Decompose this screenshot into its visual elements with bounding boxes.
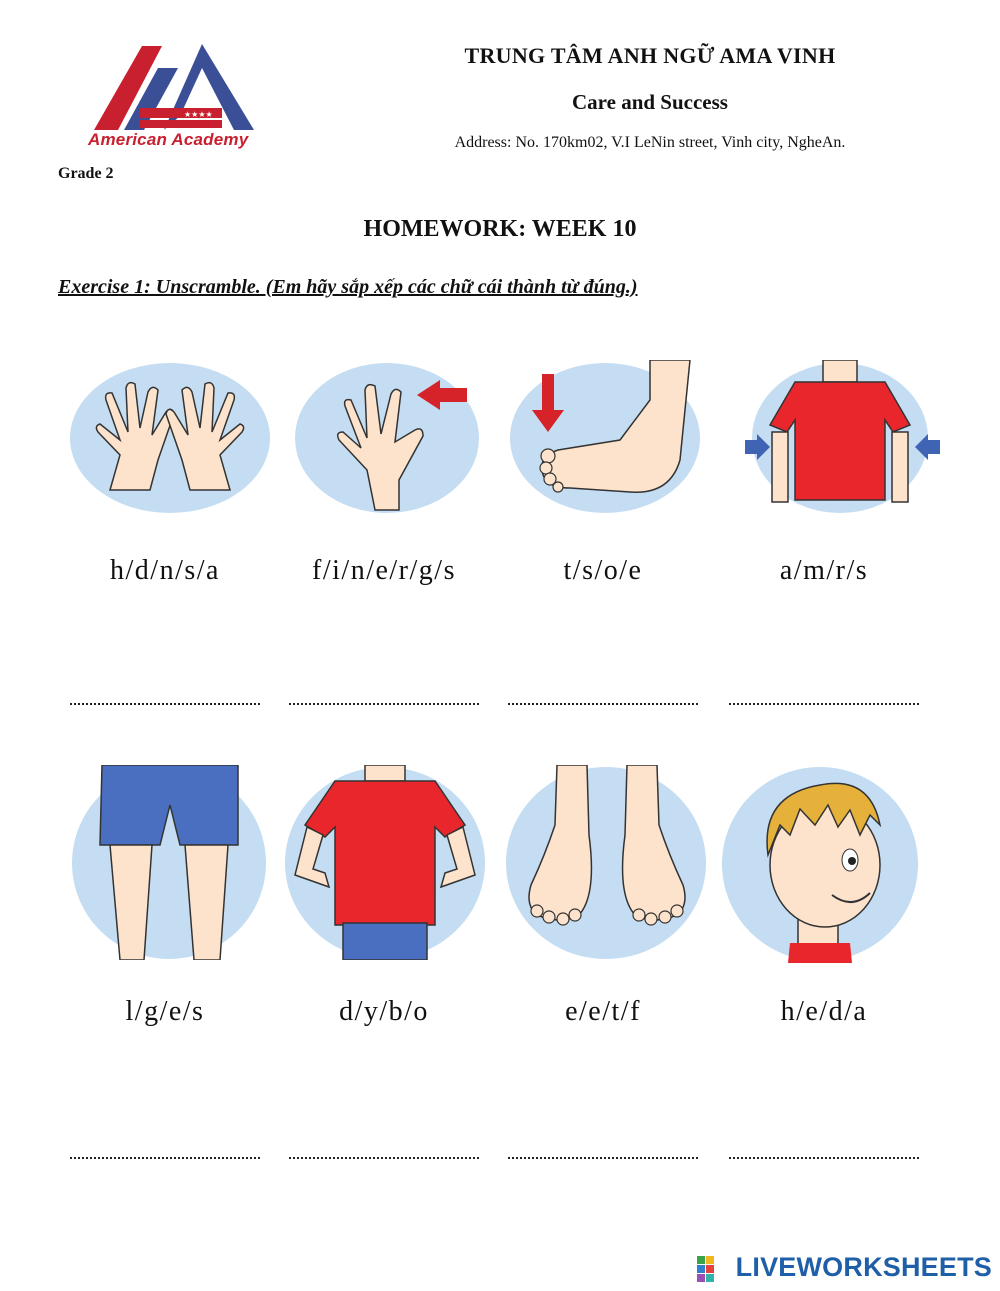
answer-input[interactable] xyxy=(729,1157,919,1159)
scrambled-word: t/s/o/e xyxy=(563,555,643,586)
scrambled-word: a/m/r/s xyxy=(779,555,869,586)
toes-icon xyxy=(510,360,700,515)
answer-input[interactable] xyxy=(289,1157,479,1159)
answer-input[interactable] xyxy=(70,1157,260,1159)
school-name: TRUNG TÂM ANH NGỮ AMA VINH xyxy=(464,43,836,68)
grade-label: Grade 2 xyxy=(58,165,114,182)
legs-icon xyxy=(70,765,268,960)
scrambled-word: l/g/e/s xyxy=(125,996,205,1027)
scrambled-word: h/e/d/a xyxy=(780,996,868,1027)
answer-input[interactable] xyxy=(289,703,479,705)
svg-text:★★★★: ★★★★ xyxy=(184,110,213,119)
fingers-icon xyxy=(295,360,480,515)
answer-input[interactable] xyxy=(508,1157,698,1159)
address: Address: No. 170km02, V.I LeNin street, Vinh city, NgheAn. xyxy=(454,134,846,151)
scrambled-word: f/i/n/e/r/g/s xyxy=(312,555,456,586)
feet-icon xyxy=(505,765,708,960)
slogan: Care and Success xyxy=(572,90,728,114)
liveworksheets-logo-icon xyxy=(697,1256,723,1282)
hands-icon xyxy=(70,360,270,515)
head-icon xyxy=(720,765,920,963)
liveworksheets-brand[interactable]: LIVEWORKSHEETS xyxy=(735,1252,992,1282)
homework-title: HOMEWORK: WEEK 10 xyxy=(363,216,637,242)
arms-icon xyxy=(745,360,940,515)
scrambled-word: h/d/n/s/a xyxy=(110,555,220,586)
logo-text: American Academy xyxy=(88,130,249,149)
answer-input[interactable] xyxy=(70,703,260,705)
scrambled-word: e/e/t/f xyxy=(565,996,641,1027)
answer-input[interactable] xyxy=(508,703,698,705)
scrambled-word: d/y/b/o xyxy=(339,996,429,1027)
answer-input[interactable] xyxy=(729,703,919,705)
exercise-instruction: Exercise 1: Unscramble. (Em hãy sắp xếp các chữ cái thành từ đúng.) xyxy=(58,276,638,298)
body-icon xyxy=(285,765,485,960)
